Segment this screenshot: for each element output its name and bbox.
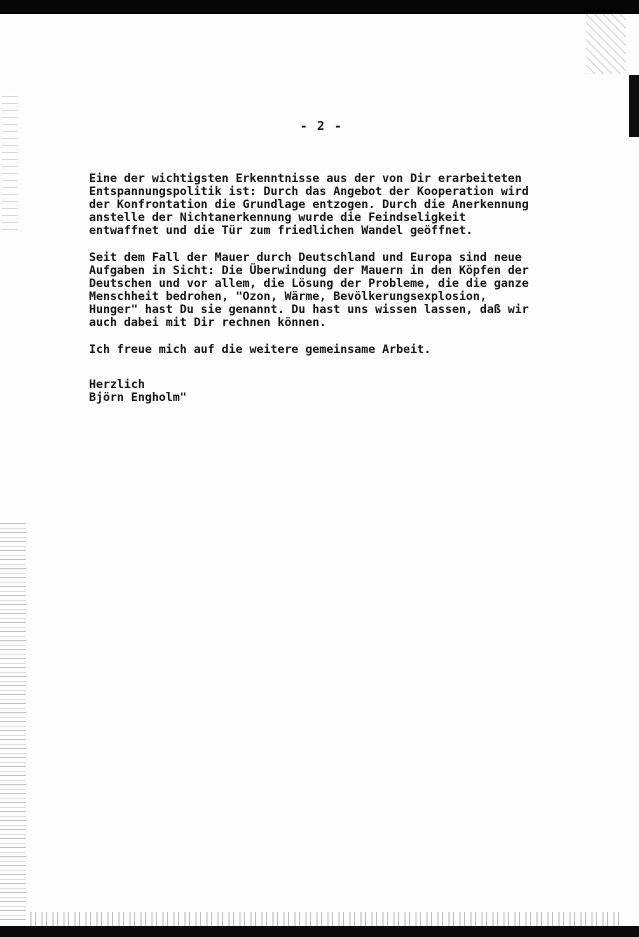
text-line: anstelle der Nichtanerkennung wurde die Feindseligkeit — [89, 210, 466, 224]
text-line: Menschheit bedrohen, "Ozon, Wärme, Bevölkerungsexplosion, — [89, 289, 487, 303]
paragraph-3 — [89, 343, 579, 356]
text-line: Aufgaben in Sicht: Die Überwindung der Mauern in den Köpfen der — [89, 263, 529, 277]
scan-border-top — [0, 0, 639, 14]
text-line: Deutschen und vor allem, die Lösung der Probleme, die die ganze — [89, 276, 529, 290]
scan-artifact-right-bar — [629, 75, 639, 137]
paragraph-1 — [89, 172, 579, 237]
salutation: Herzlich — [89, 377, 145, 391]
text-line: Eine der wichtigsten Erkenntnisse aus der von Dir erarbeiteten — [89, 171, 522, 185]
text-line: Hunger" hast Du sie genannt. Du hast uns wissen lassen, daß wir — [89, 302, 529, 316]
scan-artifact-bottom — [30, 912, 620, 926]
text-line: entwaffnet und die Tür zum friedlichen Wandel geöffnet. — [89, 223, 473, 237]
signature-name: Björn Engholm" — [89, 390, 187, 404]
text-line: Seit dem Fall der Mauer durch Deutschland und Europa sind neue — [89, 250, 522, 264]
scan-artifact-top-right — [586, 14, 626, 74]
paragraph-2 — [89, 251, 579, 329]
scan-artifact-left-bottom — [0, 520, 26, 920]
scan-border-bottom — [0, 926, 639, 937]
text-line: Ich freue mich auf die weitere gemeinsame Arbeit. — [89, 342, 432, 356]
text-line: der Konfrontation die Grundlage entzogen. Durch die Anerkennung — [89, 197, 529, 211]
letter-body — [89, 172, 579, 404]
text-line: Entspannungspolitik ist: Durch das Angebot der Kooperation wird — [89, 184, 529, 198]
letter-closing — [89, 378, 579, 404]
scan-artifact-left-top — [2, 90, 18, 230]
page-number: - 2 - — [300, 118, 343, 133]
text-line: auch dabei mit Dir rechnen können. — [89, 315, 327, 329]
